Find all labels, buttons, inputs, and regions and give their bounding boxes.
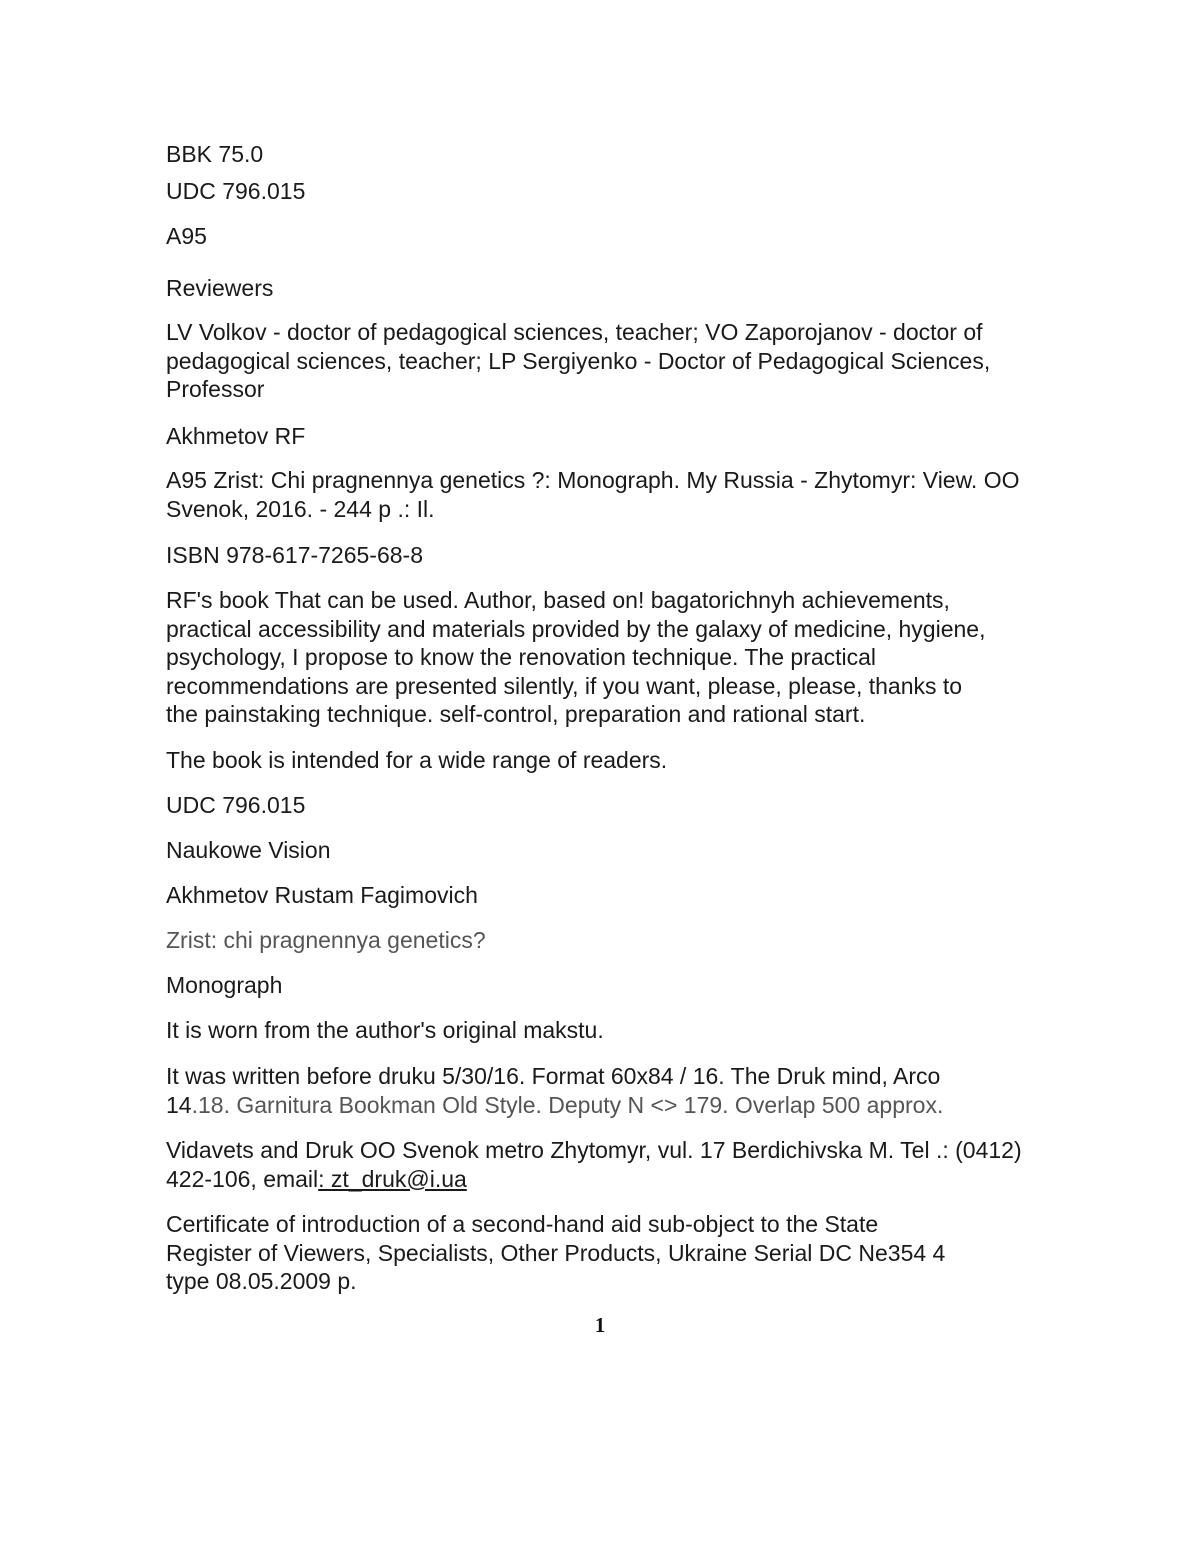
certificate	[166, 1210, 1036, 1296]
publisher-phone: 422-106, email	[166, 1165, 319, 1192]
publisher-info	[166, 1136, 1036, 1193]
book-title: Zrist: chi pragnennya genetics?	[166, 927, 486, 953]
reviewers-list	[166, 318, 1036, 404]
bbk-code: BBK 75.0	[166, 141, 264, 167]
print-info-details: .18. Garnitura Bookman Old Style. Deputy N <> 179. Overlap 500 approx.	[191, 1091, 944, 1118]
abstract-line: recommendations are presented silently, if you want, please, please, thanks to	[166, 672, 963, 699]
author-full-name: Akhmetov Rustam Fagimovich	[166, 882, 478, 908]
email-link[interactable]: : zt_druk@i.ua	[318, 1165, 467, 1192]
abstract-line: the painstaking technique. self-control, preparation and rational start.	[166, 701, 866, 727]
print-info-line: It was written before druku 5/30/16. Format 60x84 / 16. The Druk mind, Arco	[166, 1063, 941, 1089]
publisher-line	[166, 1165, 1036, 1194]
reviewers-line: Professor	[166, 376, 265, 402]
source-note: It is worn from the author's original makstu.	[166, 1017, 604, 1043]
udc-code-top: UDC 796.015	[166, 178, 306, 204]
audience-note: The book is intended for a wide range of readers.	[166, 747, 668, 773]
abstract-line: practical accessibility and materials provided by the galaxy of medicine, hygiene,	[166, 615, 986, 642]
abstract-line: psychology, I propose to know the renovation technique. The practical	[166, 644, 877, 670]
udc-code-bottom: UDC 796.015	[166, 792, 306, 818]
print-info-line	[166, 1091, 1036, 1120]
publication-type: Naukowe Vision	[166, 837, 331, 863]
certificate-line: Register of Viewers, Specialists, Other Products, Ukraine Serial DC Ne354 4	[166, 1239, 946, 1266]
print-info	[166, 1062, 1036, 1119]
publisher-line: Vidavets and Druk OO Svenok metro Zhytomyr, vul. 17 Berdichivska M. Tel .: (0412)	[166, 1137, 1022, 1163]
certificate-line: type 08.05.2009 p.	[166, 1268, 357, 1294]
reviewers-heading: Reviewers	[166, 275, 274, 301]
certificate-line: Certificate of introduction of a second-hand aid sub-object to the State	[166, 1211, 879, 1237]
abstract	[166, 586, 1036, 729]
citation-line: A95 Zrist: Chi pragnennya genetics ?: Monograph. My Russia - Zhytomyr: View. OO	[166, 467, 1020, 493]
author-short: Akhmetov RF	[166, 423, 306, 449]
print-info-sheets: 14	[166, 1091, 192, 1118]
citation-line: Svenok, 2016. - 244 p .: Il.	[166, 495, 435, 522]
author-mark-code: A95	[166, 223, 207, 249]
page-number: 1	[594, 1313, 606, 1337]
abstract-line: RF's book That can be used. Author, based on! bagatorichnyh achievements,	[166, 587, 950, 613]
reviewers-line: pedagogical sciences, teacher; LP Sergiyenko - Doctor of Pedagogical Sciences,	[166, 347, 991, 374]
isbn: ISBN 978-617-7265-68-8	[166, 542, 423, 568]
reviewers-line: LV Volkov - doctor of pedagogical sciences, teacher; VO Zaporojanov - doctor of	[166, 319, 983, 345]
citation	[166, 466, 1036, 523]
genre: Monograph	[166, 972, 283, 998]
